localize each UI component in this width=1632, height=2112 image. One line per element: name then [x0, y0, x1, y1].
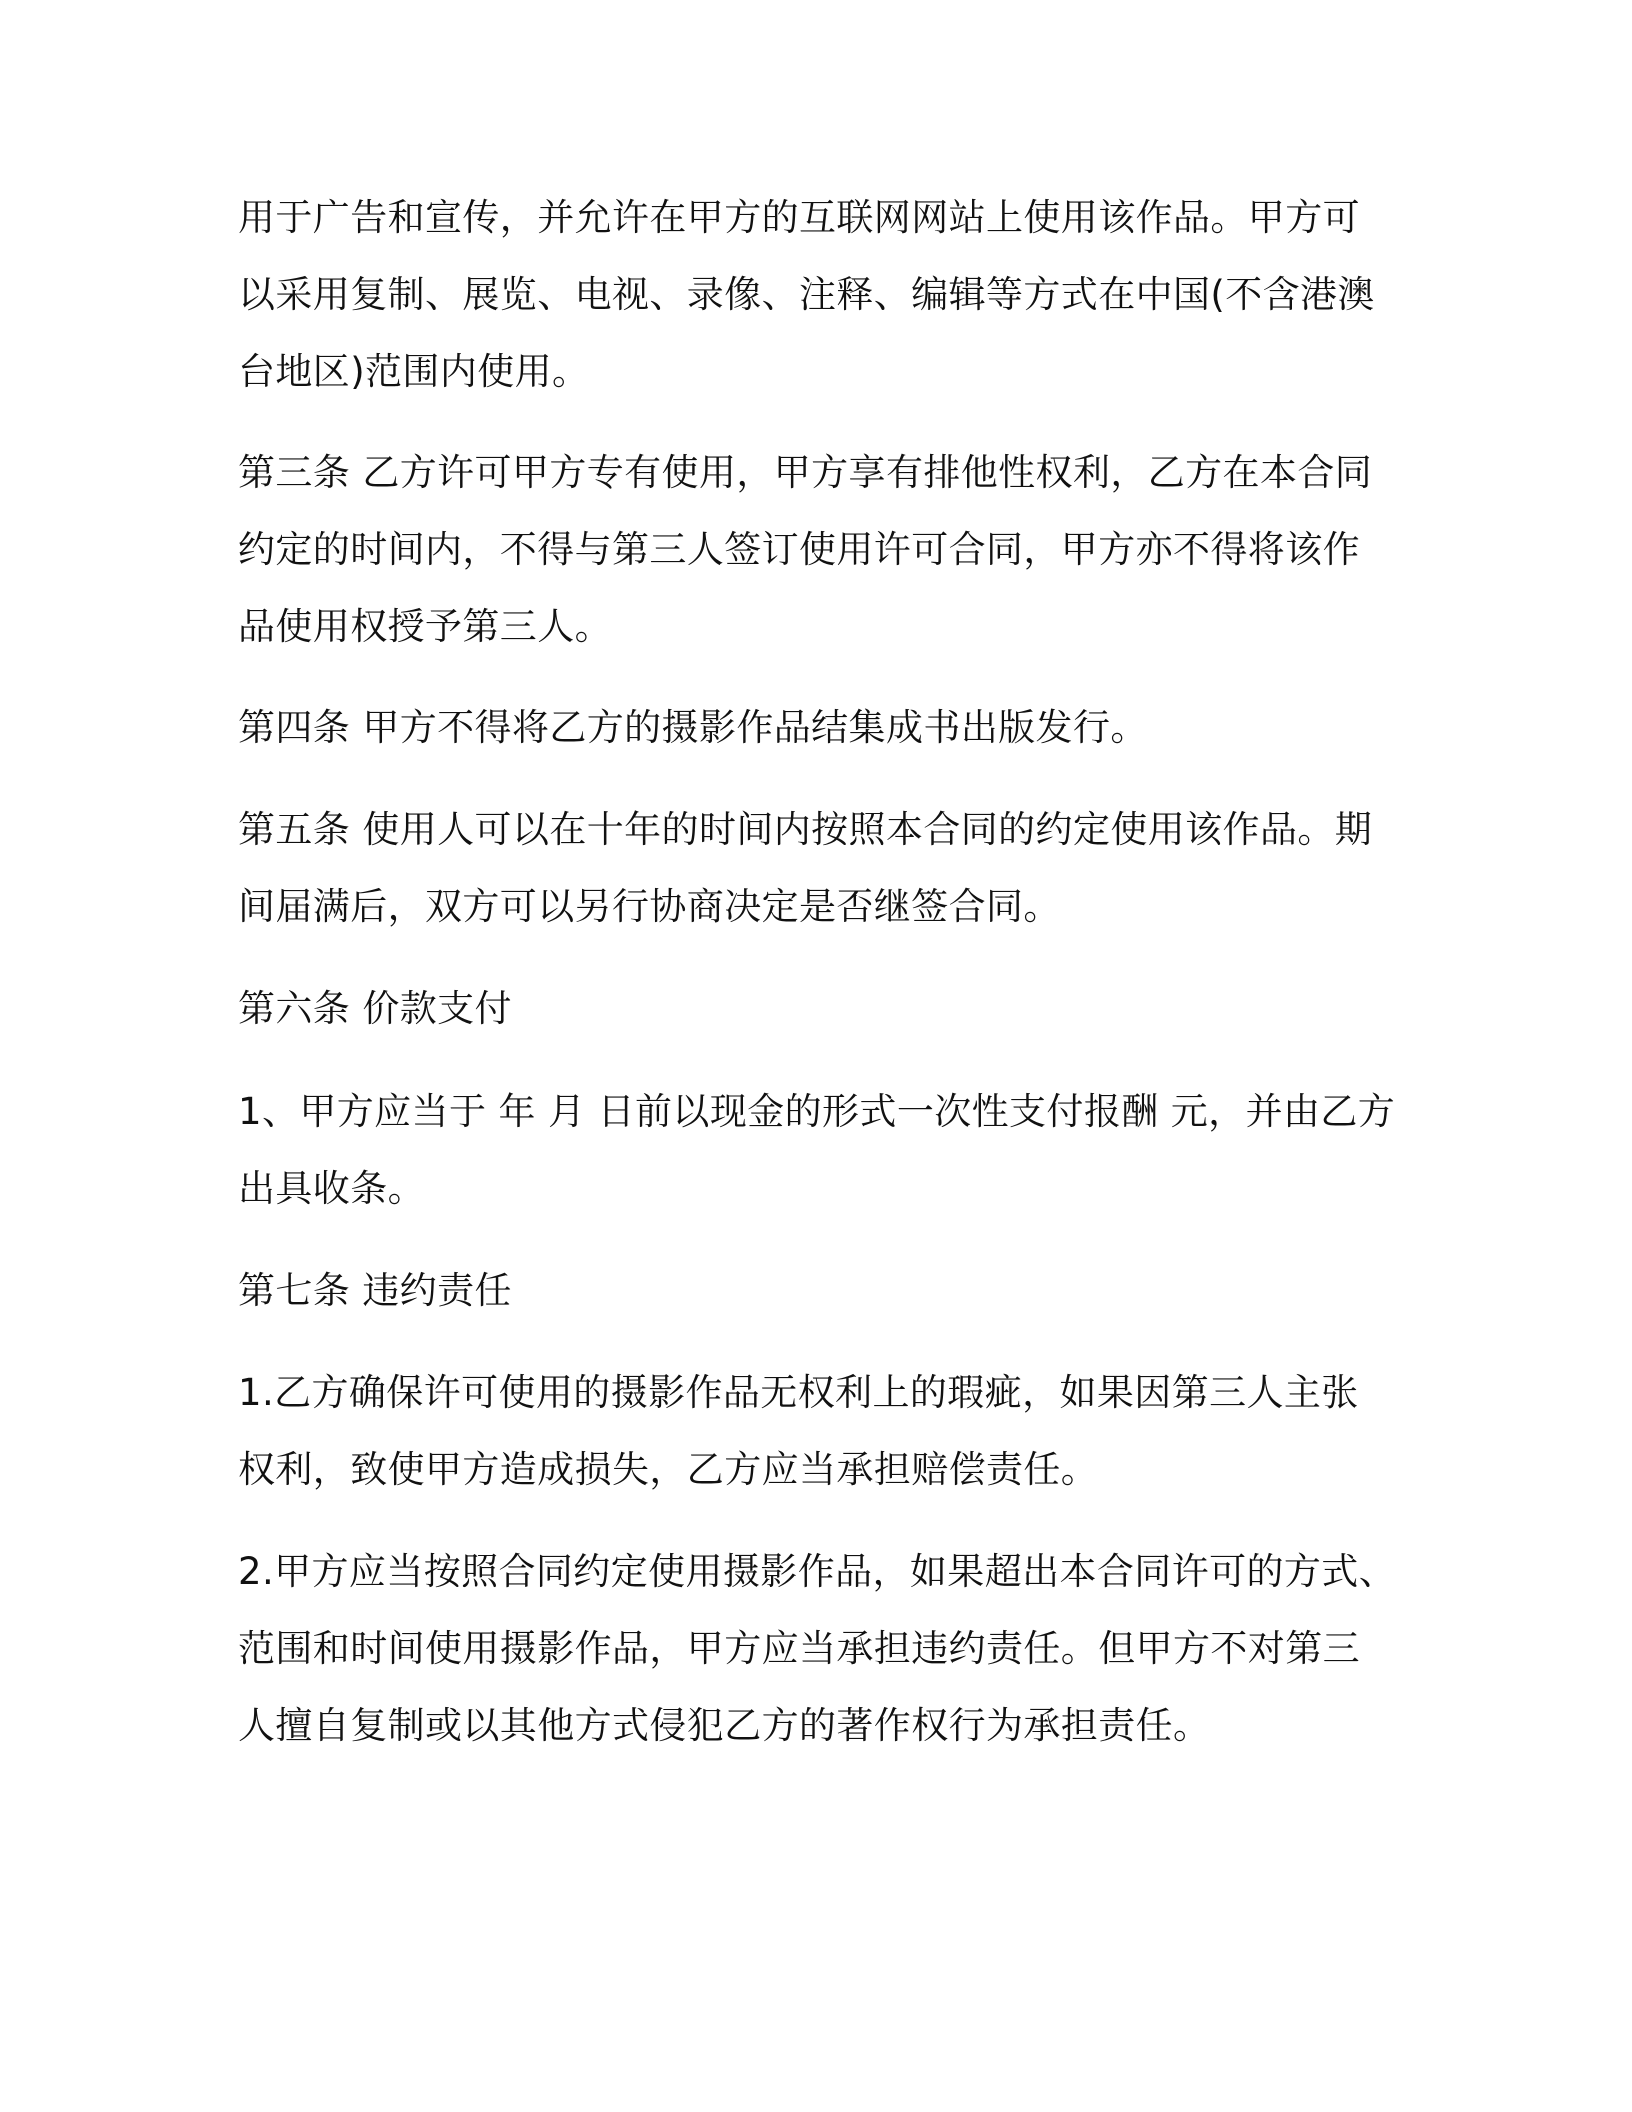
- paragraph-liability-item-1: [238, 1354, 1359, 1508]
- text-line: 第四条 甲方不得将乙方的摄影作品结集成书出版发行。: [238, 706, 1148, 749]
- text-line: 1.乙方确保许可使用的摄影作品无权利上的瑕疵，如果因第三人主张: [238, 1371, 1359, 1414]
- text-line: 第六条 价款支付: [238, 987, 512, 1030]
- text-line: 约定的时间内，不得与第三人签订使用许可合同，甲方亦不得将该作: [238, 528, 1360, 571]
- text-line: 第七条 违约责任: [238, 1269, 512, 1312]
- paragraph-article-5: [238, 791, 1372, 945]
- text-line: 用于广告和宣传，并允许在甲方的互联网网站上使用该作品。甲方可: [238, 196, 1360, 239]
- text-line: 第五条 使用人可以在十年的时间内按照本合同的约定使用该作品。期: [238, 808, 1373, 851]
- text-line: 第三条 乙方许可甲方专有使用，甲方享有排他性权利，乙方在本合同: [238, 451, 1373, 494]
- text-line: 权利，致使甲方造成损失，乙方应当承担赔偿责任。: [238, 1448, 1099, 1491]
- text-line: 台地区)范围内使用。: [238, 350, 590, 393]
- paragraph-usage-scope: [238, 179, 1375, 410]
- text-line: 人擅自复制或以其他方式侵犯乙方的著作权行为承担责任。: [238, 1704, 1211, 1747]
- paragraph-article-3: [238, 434, 1372, 665]
- text-line: 1、甲方应当于 年 月 日前以现金的形式一次性支付报酬 元，并由乙方: [238, 1090, 1396, 1133]
- text-line: 间届满后，双方可以另行协商决定是否继签合同。: [238, 885, 1061, 928]
- paragraph-article-6-heading: [238, 970, 512, 1047]
- text-line: 出具收条。: [238, 1167, 425, 1210]
- paragraph-article-7-heading: [238, 1252, 512, 1329]
- text-line: 2.甲方应当按照合同约定使用摄影作品，如果超出本合同许可的方式、: [238, 1550, 1397, 1593]
- text-line: 品使用权授予第三人。: [238, 605, 612, 648]
- text-line: 以采用复制、展览、电视、录像、注释、编辑等方式在中国(不含港澳: [238, 273, 1375, 316]
- text-line: 范围和时间使用摄影作品，甲方应当承担违约责任。但甲方不对第三: [238, 1627, 1360, 1670]
- paragraph-payment-item-1: [238, 1073, 1395, 1227]
- paragraph-liability-item-2: [238, 1533, 1396, 1764]
- paragraph-article-4: [238, 689, 1148, 766]
